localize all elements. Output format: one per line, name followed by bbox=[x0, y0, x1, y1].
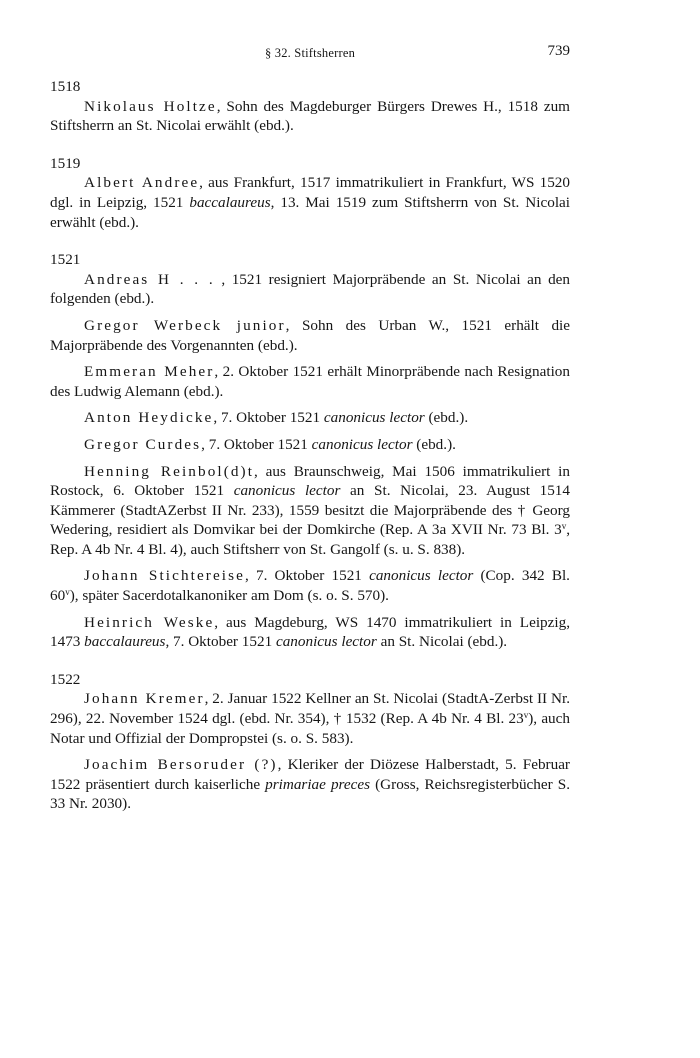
entry-text: ), auch Notar und Offizial der Dompropstei (s. o. S. 583). bbox=[50, 710, 570, 747]
person-name: Andreas H . . . bbox=[84, 270, 215, 288]
document-page bbox=[50, 42, 570, 821]
latin-term: canonicus lector bbox=[369, 567, 474, 585]
entry-text: , aus Frankfurt, 1517 immatrikuliert in Frankfurt, WS 1520 dgl. in Leipzig, 1521 bbox=[50, 174, 570, 211]
year-heading: 1521 bbox=[50, 251, 81, 269]
entry-text: , aus Braunschweig, Mai 1506 immatrikuliert in Rostock, 6. Oktober 1521 bbox=[50, 462, 570, 500]
entry-text: , 7. Oktober 1521 bbox=[244, 567, 370, 585]
entry-paragraph bbox=[50, 270, 570, 309]
latin-term: canonicus lector bbox=[233, 482, 341, 500]
entry-text: (ebd.). bbox=[424, 409, 469, 427]
page-number: 739 bbox=[547, 43, 570, 59]
running-head-title: § 32. Stiftsherren bbox=[264, 46, 356, 60]
person-name: Heinrich Weske bbox=[84, 613, 215, 631]
year-heading: 1518 bbox=[50, 78, 81, 95]
folio-verso-mark: v bbox=[561, 521, 567, 532]
entry-paragraph bbox=[50, 566, 570, 605]
entry-paragraph bbox=[50, 613, 570, 652]
person-name: Johann Kremer bbox=[84, 690, 205, 708]
entry-text: (Gross, Reichsregisterbücher S. 33 Nr. 2030). bbox=[50, 775, 571, 813]
person-name: Nikolaus Holtze bbox=[84, 97, 217, 115]
entry-paragraph bbox=[50, 173, 570, 232]
entry-paragraph bbox=[50, 689, 570, 748]
entry-text: , 7. Oktober 1521 bbox=[165, 633, 276, 651]
entry-text: , 7. Oktober 1521 bbox=[213, 409, 324, 427]
person-name: Gregor Curdes bbox=[84, 435, 202, 453]
entry-paragraph bbox=[50, 462, 570, 560]
document-body bbox=[50, 77, 570, 814]
person-name: Gregor Werbeck junior bbox=[84, 316, 286, 334]
person-name: Joachim Bersoruder (?) bbox=[84, 756, 278, 774]
entry-text: ), später Sacerdotalkanoniker am Dom (s. o. S. 570). bbox=[69, 587, 389, 605]
entry-paragraph bbox=[50, 408, 570, 428]
entry-text: , 2. Januar 1522 Kellner an St. Nicolai (StadtA-Zerbst II Nr. 296), 22. November 1524 dgl. (ebd. Nr. 354), † 1532 (Rep. A 4b Nr. 4 Bl. 23 bbox=[50, 690, 570, 728]
entry-text: , 2. Oktober 1521 erhält Minorpräbende nach Resignation des Ludwig Alemann (ebd.). bbox=[50, 363, 570, 400]
entry-text: an St. Nicolai (ebd.). bbox=[376, 633, 508, 651]
folio-verso-mark: v bbox=[65, 587, 70, 598]
latin-term: baccalaureus bbox=[84, 633, 166, 651]
entry-paragraph bbox=[50, 435, 570, 455]
entry-text: , 13. Mai 1519 zum Stiftsherrn von St. Nicolai erwählt (ebd.). bbox=[50, 193, 570, 231]
person-name: Anton Heydicke bbox=[84, 409, 214, 427]
entry-text: , Sohn des Magdeburger Bürgers Drewes H., 1518 zum Stiftsherrn an St. Nicolai erwählt (ebd.). bbox=[50, 97, 571, 135]
running-header bbox=[50, 42, 570, 64]
person-name: Henning Reinbol(d)t bbox=[84, 462, 255, 480]
latin-term: canonicus lector bbox=[323, 409, 425, 427]
entry-text: , 1521 resigniert Majorpräbende an St. Nicolai an den folgenden (ebd.). bbox=[50, 270, 570, 308]
entry-text: an St. Nicolai, 23. August 1514 Kämmerer (StadtAZerbst II Nr. 233), 1559 besitzt die Majorpräbende des † Georg Wedering, residiert als Domvikar bei der Domkirche (Rep. A 3a XVII Nr. 73 Bl. 3 bbox=[50, 482, 570, 539]
latin-term: canonicus lector bbox=[275, 633, 377, 651]
entry-text: , 7. Oktober 1521 bbox=[201, 435, 312, 453]
entry-text: , aus Magdeburg, WS 1470 immatrikuliert in Leipzig, 1473 bbox=[50, 613, 570, 651]
person-name: Johann Stichtereise bbox=[84, 567, 245, 585]
latin-term: primariae preces bbox=[265, 775, 371, 793]
latin-term: canonicus lector bbox=[311, 435, 413, 453]
entry-text: , Kleriker der Diözese Halberstadt, 5. Februar 1522 präsentiert durch kaiserliche bbox=[50, 756, 570, 793]
entry-text: , Rep. A 4b Nr. 4 Bl. 4), auch Stiftsherr von St. Gangolf (s. u. S. 838). bbox=[50, 521, 570, 558]
entry-paragraph bbox=[50, 316, 570, 355]
entry-paragraph bbox=[50, 362, 570, 401]
person-name: Emmeran Meher bbox=[84, 363, 215, 381]
entry-paragraph bbox=[50, 755, 570, 814]
entry-paragraph bbox=[50, 97, 570, 136]
entry-text: , Sohn des Urban W., 1521 erhält die Majorpräbende des Vorgenannten (ebd.). bbox=[50, 316, 571, 354]
latin-term: baccalaureus bbox=[189, 193, 271, 211]
person-name: Albert Andree bbox=[84, 174, 200, 192]
folio-verso-mark: v bbox=[523, 710, 529, 721]
year-heading: 1522 bbox=[50, 670, 81, 688]
entry-text: (Cop. 342 Bl. 60 bbox=[50, 567, 570, 605]
year-heading: 1519 bbox=[50, 154, 81, 172]
entry-text: (ebd.). bbox=[412, 435, 456, 453]
